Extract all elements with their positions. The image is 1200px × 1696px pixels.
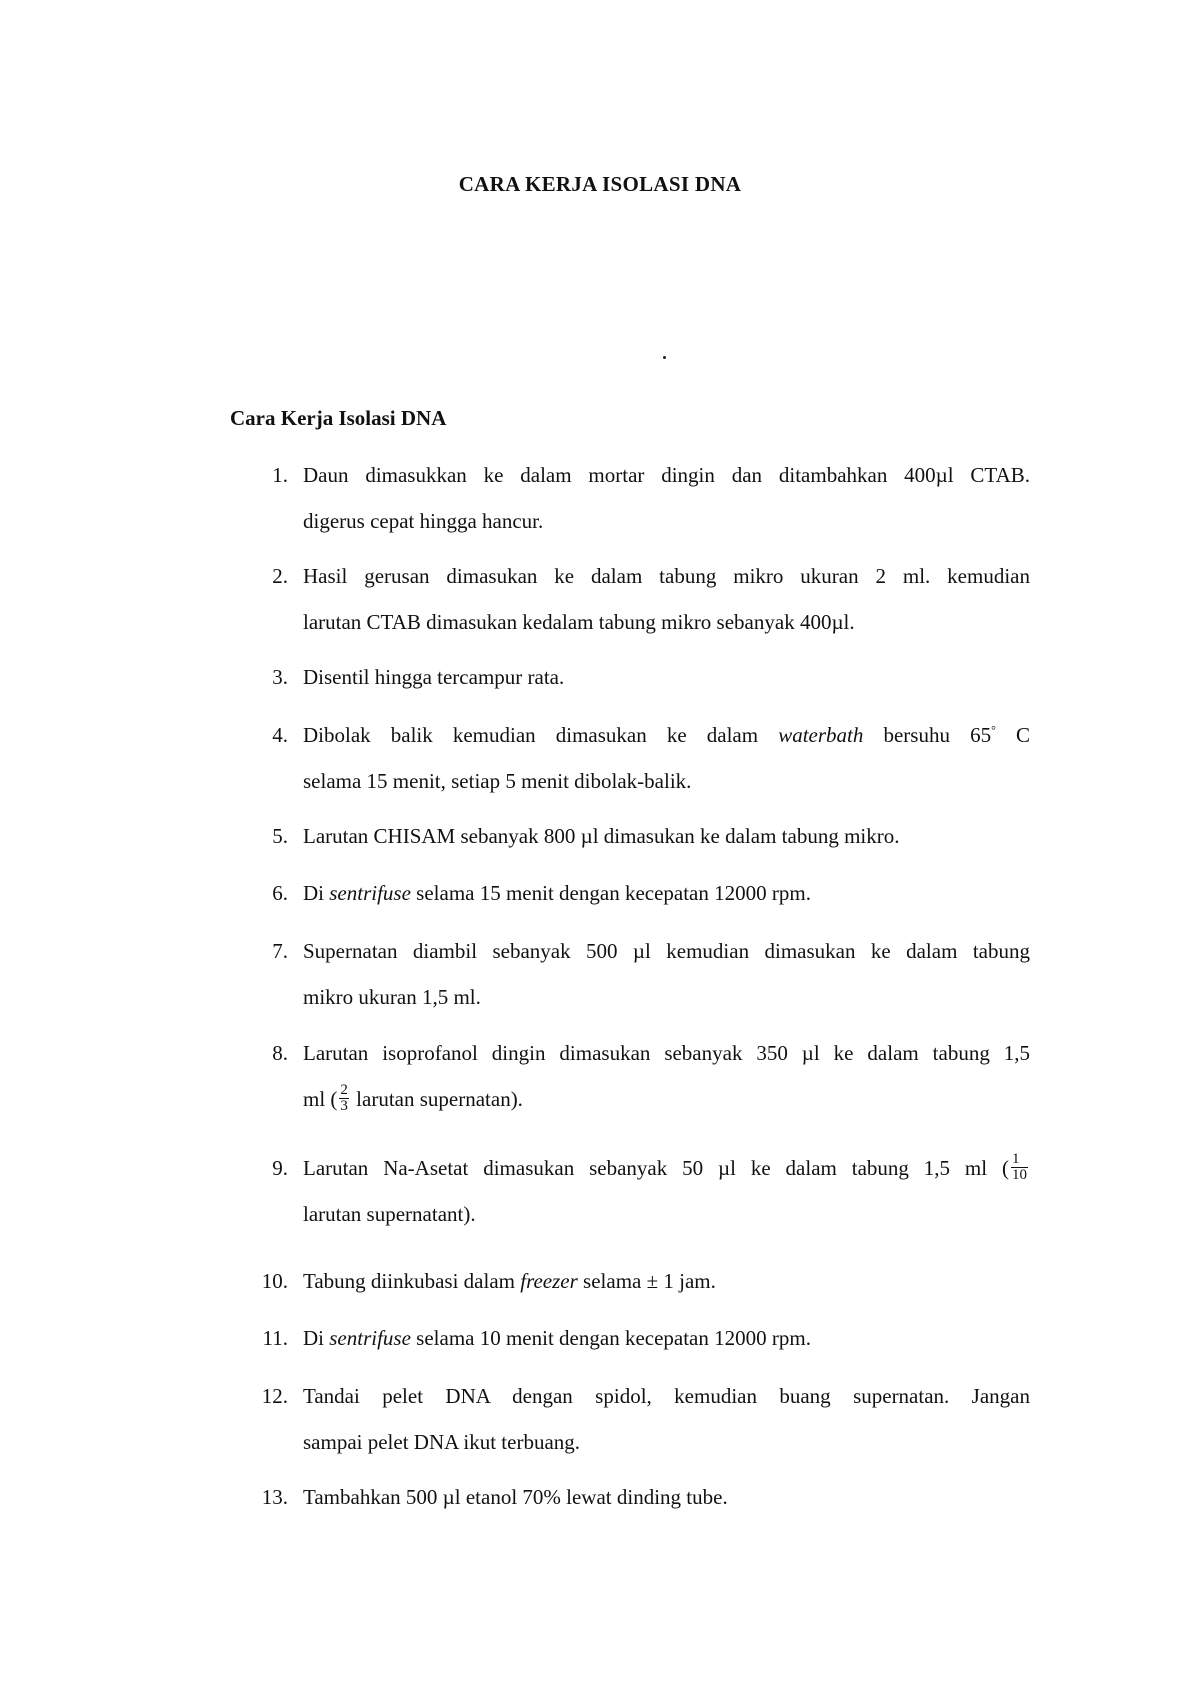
step-text [303, 1258, 1030, 1304]
step-number: 13. [261, 1485, 288, 1509]
step-line: mikro ukuran 1,5 ml. [303, 985, 481, 1009]
step-text-segment: Di [303, 1326, 324, 1350]
step-text-segment: Dibolak balik kemudian dimasukan ke dalam [303, 723, 759, 747]
step-line [303, 1315, 1030, 1361]
step-line [303, 712, 1030, 758]
step-text [303, 1373, 1030, 1465]
step-line: Larutan isoprofanol dingin dimasukan sebanyak 350 µl ke dalam tabung 1,5 [303, 1041, 1030, 1065]
step-number: 4. [272, 723, 288, 747]
step-number: 9. [272, 1156, 288, 1180]
step-number: 10. [261, 1269, 288, 1293]
step-text-segment: selama 15 menit dengan kecepatan 12000 rpm. [416, 881, 811, 905]
step-text [303, 813, 1030, 859]
step-text [303, 1315, 1030, 1361]
step-text-segment: ml ( [303, 1087, 338, 1111]
step-number: 1. [272, 463, 288, 487]
step-number: 5. [272, 824, 288, 848]
section-heading: Cara Kerja Isolasi DNA [230, 406, 447, 430]
step-text-segment: selama 10 menit dengan kecepatan 12000 rpm. [416, 1326, 811, 1350]
step-line: Larutan CHISAM sebanyak 800 µl dimasukan ke dalam tabung mikro. [303, 824, 900, 848]
step-number: 2. [272, 564, 288, 588]
step-text [303, 1145, 1030, 1237]
step-text-segment: larutan supernatan). [356, 1087, 523, 1111]
step-text-segment: Larutan Na-Asetat dimasukan sebanyak 50 µl ke dalam tabung 1,5 ml ( [303, 1156, 1009, 1180]
document-title: CARA KERJA ISOLASI DNA [458, 172, 742, 196]
step-text-italic: waterbath [778, 723, 864, 747]
step-text [303, 1474, 1030, 1520]
step-number: 7. [272, 939, 288, 963]
step-text-segment: Di [303, 881, 324, 905]
fraction [1011, 1152, 1028, 1183]
degree-symbol: ° [991, 723, 996, 737]
step-line: Supernatan diambil sebanyak 500 µl kemudian dimasukan ke dalam tabung [303, 939, 1030, 963]
step-line: larutan supernatant). [303, 1202, 476, 1226]
fraction [339, 1083, 349, 1114]
step-text-segment: Tabung diinkubasi dalam [303, 1269, 515, 1293]
step-text [303, 928, 1030, 1020]
step-line: Tambahkan 500 µl etanol 70% lewat dinding tube. [303, 1485, 728, 1509]
step-text-segment: selama ± 1 jam. [583, 1269, 716, 1293]
step-text [303, 452, 1030, 544]
step-text-segment: bersuhu 65 [883, 723, 992, 747]
fraction-numerator: 1 [1011, 1152, 1028, 1168]
stray-dot-mark [663, 356, 666, 359]
step-text-italic: sentrifuse [329, 1326, 411, 1350]
step-text-segment: C [1016, 723, 1031, 747]
step-line: Tandai pelet DNA dengan spidol, kemudian buang supernatan. Jangan [303, 1384, 1030, 1408]
step-line: Disentil hingga tercampur rata. [303, 665, 565, 689]
fraction-denominator: 3 [340, 1097, 348, 1114]
step-text [303, 870, 1030, 916]
step-text-italic: freezer [520, 1269, 578, 1293]
step-line: digerus cepat hingga hancur. [303, 509, 544, 533]
step-line: Daun dimasukkan ke dalam mortar dingin dan ditambahkan 400µl CTAB. [303, 463, 1030, 487]
step-text [303, 553, 1030, 645]
step-line: sampai pelet DNA ikut terbuang. [303, 1430, 581, 1454]
step-text [303, 654, 1030, 700]
step-number: 3. [272, 665, 288, 689]
step-number: 11. [262, 1326, 288, 1350]
step-line [303, 870, 1030, 916]
step-line [303, 1258, 1030, 1304]
step-line: Hasil gerusan dimasukan ke dalam tabung mikro ukuran 2 ml. kemudian [303, 564, 1030, 588]
step-text-italic: sentrifuse [329, 881, 411, 905]
step-number: 12. [261, 1384, 288, 1408]
step-line [303, 1076, 1030, 1122]
step-line: selama 15 menit, setiap 5 menit dibolak-balik. [303, 769, 692, 793]
fraction-denominator: 10 [1012, 1166, 1027, 1183]
step-number: 6. [272, 881, 288, 905]
step-line: larutan CTAB dimasukan kedalam tabung mikro sebanyak 400µl. [303, 610, 855, 634]
fraction-numerator: 2 [340, 1081, 348, 1098]
step-text [303, 712, 1030, 804]
step-text [303, 1030, 1030, 1122]
step-line [303, 1145, 1030, 1191]
step-number: 8. [272, 1041, 288, 1065]
